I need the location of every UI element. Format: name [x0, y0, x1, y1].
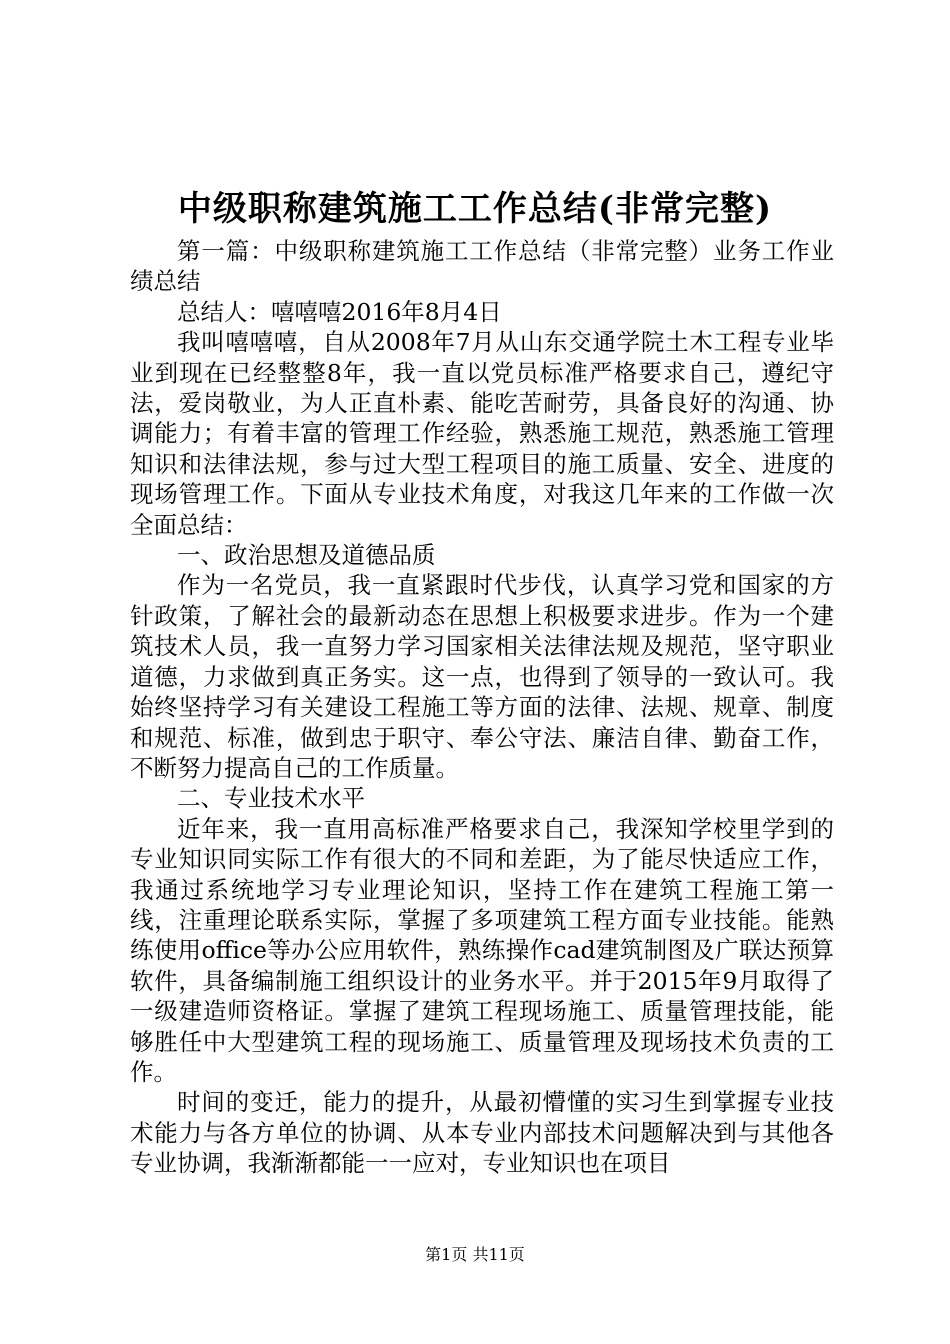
document-body — [130, 236, 834, 1179]
paragraph-chapter-heading: 第一篇：中级职称建筑施工工作总结（非常完整）业务工作业绩总结 — [130, 237, 834, 296]
page-number-footer: 第1页 共11页 — [425, 1245, 525, 1264]
paragraph-introduction: 我叫嘻嘻嘻，自从2008年7月从山东交通学院土木工程专业毕业到现在已经整整8年，我一直以党员标准严格要求自己，遵纪守法，爱岗敬业，为人正直朴素、能吃苦耐劳，具备良好的沟通、协调能力；有着丰富的管理工作经验，熟悉施工规范，熟悉施工管理知识和法律法规，参与过大型工程项目的施工质量、安全、进度的现场管理工作。下面从专业技术角度，对我这几年来的工作做一次全面总结： — [130, 328, 834, 539]
paragraph-growth: 时间的变迁，能力的提升，从最初懵懂的实习生到掌握专业技术能力与各方单位的协调、从本专业内部技术问题解决到与其他各专业协调，我渐渐都能一一应对，专业知识也在项目 — [130, 1088, 834, 1178]
section-heading-political: 一、政治思想及道德品质 — [177, 541, 436, 570]
section-heading-technical: 二、专业技术水平 — [177, 784, 365, 813]
paragraph-author-date: 总结人：嘻嘻嘻2016年8月4日 — [177, 297, 502, 326]
document-title: 中级职称建筑施工工作总结(非常完整) — [177, 189, 773, 229]
paragraph-political: 作为一名党员，我一直紧跟时代步伐，认真学习党和国家的方针政策，了解社会的最新动态在思想上积极要求进步。作为一个建筑技术人员，我一直努力学习国家相关法律法规及规范，坚守职业道德，力求做到真正务实。这一点，也得到了领导的一致认可。我始终坚持学习有关建设工程施工等方面的法律、法规、规章、制度和规范、标准，做到忠于职守、奉公守法、廉洁自律、勤奋工作，不断努力提高自己的工作质量。 — [130, 571, 834, 782]
paragraph-technical: 近年来，我一直用高标准严格要求自己，我深知学校里学到的专业知识同实际工作有很大的不同和差距，为了能尽快适应工作，我通过系统地学习专业理论知识，坚持工作在建筑工程施工第一线，注重理论联系实际，掌握了多项建筑工程方面专业技能。能熟练使用office等办公应用软件，熟练操作cad建筑制图及广联达预算软件，具备编制施工组织设计的业务水平。并于2015年9月取得了一级建造师资格证。掌握了建筑工程现场施工、质量管理技能，能够胜任中大型建筑工程的现场施工、质量管理及现场技术负责的工作。 — [130, 814, 834, 1086]
